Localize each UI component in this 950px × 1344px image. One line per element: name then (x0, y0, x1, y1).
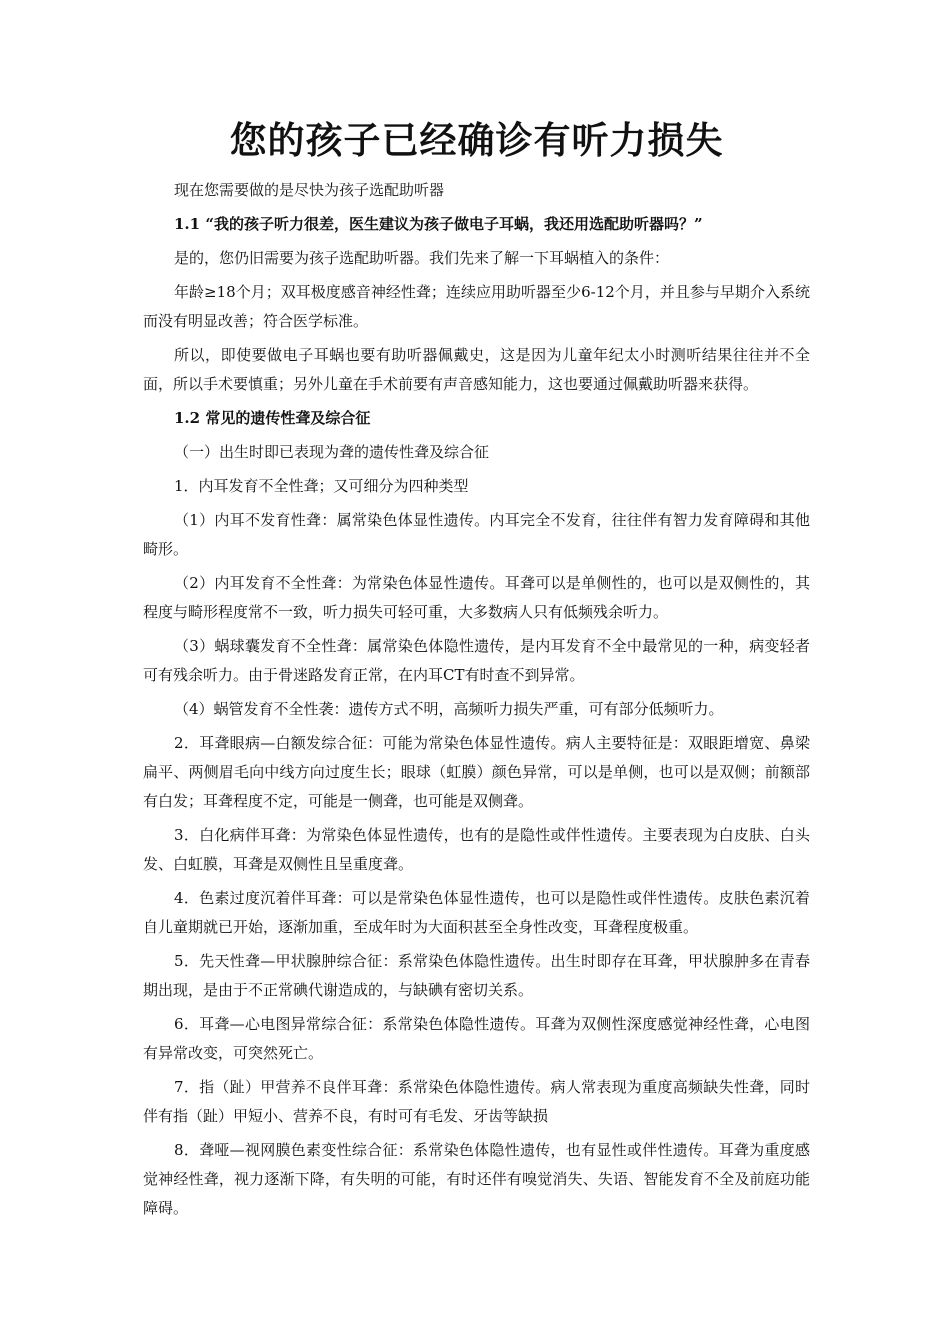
paragraph: （4）蜗管发育不全性袭：遗传方式不明，高频听力损失严重，可有部分低频听力。 (174, 700, 724, 718)
document-title: 您的孩子已经确诊有听力损失 (229, 118, 724, 162)
paragraph: 是的，您仍旧需要为孩子选配助听器。我们先来了解一下耳蜗植入的条件： (174, 249, 670, 267)
paragraph: 年龄≥18个月；双耳极度感音神经性聋；连续应用助听器至少6-12个月，并且参与早期介入系统而没有明显改善；符合医学标准。 (143, 283, 810, 330)
document-body (143, 176, 810, 1223)
paragraph: 现在您需要做的是尽快为孩子选配助听器 (174, 181, 445, 199)
paragraph: （2）内耳发育不全性聋：为常染色体显性遗传。耳聋可以是单侧性的，也可以是双侧性的，其程度与畸形程度常不一致，听力损失可轻可重，大多数病人只有低频残余听力。 (143, 574, 810, 621)
paragraph: 6．耳聋—心电图异常综合征：系常染色体隐性遗传。耳聋为双侧性深度感觉神经性聋，心电图有异常改变，可突然死亡。 (143, 1015, 810, 1062)
paragraph: 8．聋哑—视网膜色素变性综合征：系常染色体隐性遗传，也有显性或伴性遗传。耳聋为重度感觉神经性聋，视力逐渐下降，有失明的可能，有时还伴有嗅觉消失、失语、智能发育不全及前庭功能障碍。 (143, 1141, 810, 1217)
paragraph: 4．色素过度沉着伴耳聋：可以是常染色体显性遗传，也可以是隐性或伴性遗传。皮肤色素沉着自儿童期就已开始，逐渐加重，至成年时为大面积甚至全身性改变，耳聋程度极重。 (143, 889, 810, 936)
paragraph: 7．指（趾）甲营养不良伴耳聋：系常染色体隐性遗传。病人常表现为重度高频缺失性聋，同时伴有指（趾）甲短小、营养不良，有时可有毛发、牙齿等缺损 (143, 1078, 810, 1125)
section-heading: 1.2 常见的遗传性聋及综合征 (174, 409, 371, 427)
paragraph: 5．先天性聋—甲状腺肿综合征：系常染色体隐性遗传。出生时即存在耳聋，甲状腺肿多在青春期出现，是由于不正常碘代谢造成的，与缺碘有密切关系。 (143, 952, 810, 999)
paragraph: （3）蜗球囊发育不全性聋：属常染色体隐性遗传，是内耳发育不全中最常见的一种，病变轻者可有残余听力。由于骨迷路发育正常，在内耳CT有时查不到异常。 (143, 637, 810, 684)
paragraph: 3．白化病伴耳聋：为常染色体显性遗传，也有的是隐性或伴性遗传。主要表现为白皮肤、白头发、白虹膜，耳聋是双侧性且呈重度聋。 (143, 826, 810, 873)
paragraph: （一）出生时即已表现为聋的遗传性聋及综合征 (174, 443, 490, 461)
paragraph: 1．内耳发育不全性聋；又可细分为四种类型 (174, 477, 469, 495)
section-heading: 1.1 “我的孩子听力很差，医生建议为孩子做电子耳蜗，我还用选配助听器吗？” (174, 215, 703, 233)
paragraph: （1）内耳不发育性聋：属常染色体显性遗传。内耳完全不发育，往往伴有智力发育障碍和其他畸形。 (143, 511, 810, 558)
paragraph: 所以，即使要做电子耳蜗也要有助听器佩戴史，这是因为儿童年纪太小时测听结果往往并不全面，所以手术要慎重；另外儿童在手术前要有声音感知能力，这也要通过佩戴助听器来获得。 (143, 346, 810, 393)
paragraph: 2．耳聋眼病—白额发综合征：可能为常染色体显性遗传。病人主要特征是：双眼距增宽、鼻梁扁平、两侧眉毛向中线方向过度生长；眼球（虹膜）颜色异常，可以是单侧，也可以是双侧；前额部有白发；耳聋程度不定，可能是一侧聋，也可能是双侧聋。 (143, 734, 810, 810)
